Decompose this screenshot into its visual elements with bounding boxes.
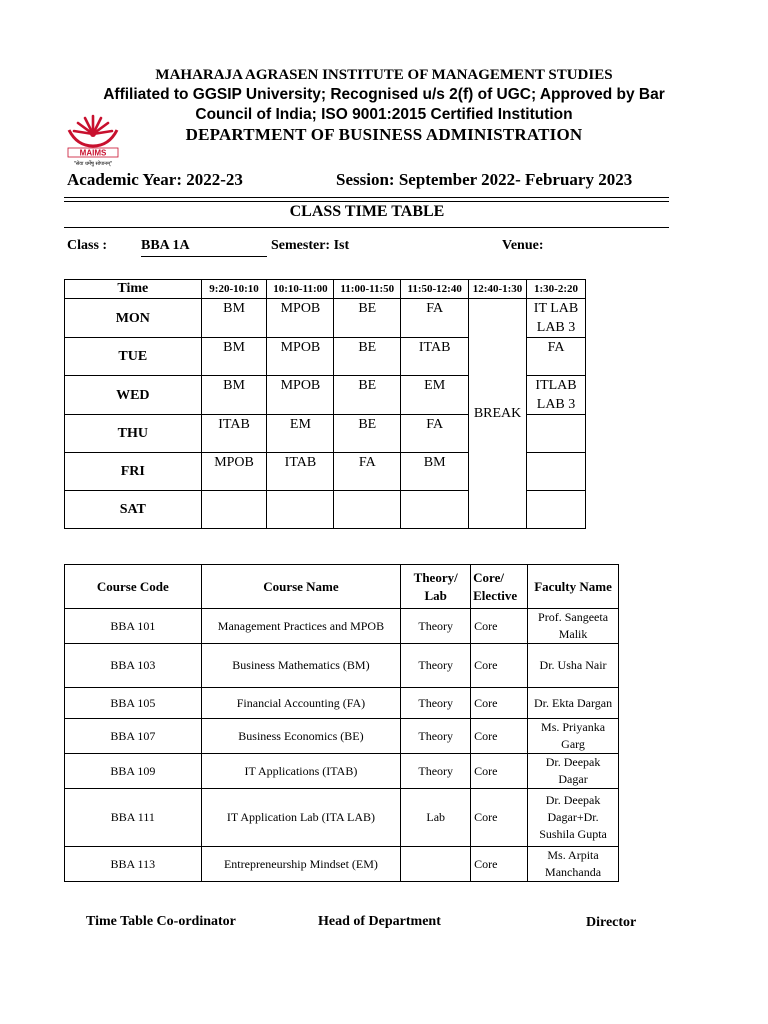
academic-year: Academic Year: 2022-23 <box>67 170 243 189</box>
course-row <box>65 754 619 789</box>
faculty-line: Sushila Gupta <box>539 827 607 841</box>
institute-logo <box>63 104 123 168</box>
slot-cell <box>527 376 586 415</box>
slot-cell: EM <box>267 415 334 453</box>
slot-header: 9:20-10:10 <box>201 280 267 299</box>
slot-header: 11:50-12:40 <box>401 280 469 299</box>
faculty-cell <box>528 847 619 882</box>
course-code-cell: BBA 105 <box>65 688 202 719</box>
faculty-line: Dr. Usha Nair <box>539 658 607 672</box>
faculty-cell <box>528 688 619 719</box>
break-label: BREAK <box>473 406 522 421</box>
divider-top-1 <box>64 197 669 198</box>
affiliation-line-1: Affiliated to GGSIP University; Recognised u/s 2(f) of UGC; Approved by Bar <box>103 86 665 103</box>
course-type-cell: Theory <box>401 719 471 754</box>
slot-cell <box>527 453 586 491</box>
course-row <box>65 719 619 754</box>
class-value: BBA 1A <box>141 238 190 253</box>
day-cell: TUE <box>65 338 202 376</box>
class-label: Class : <box>67 238 108 253</box>
course-name-cell: Business Economics (BE) <box>201 719 401 754</box>
signature-hod: Head of Department <box>318 914 441 929</box>
course-name-cell: Business Mathematics (BM) <box>201 644 401 688</box>
course-type-cell: Theory <box>401 688 471 719</box>
slot-line: ITLAB <box>535 378 577 393</box>
slot-cell: BE <box>334 299 401 338</box>
slot-header: 11:00-11:50 <box>334 280 401 299</box>
course-type-cell: Theory <box>401 609 471 644</box>
faculty-cell <box>528 644 619 688</box>
course-name-cell: IT Applications (ITAB) <box>201 754 401 789</box>
slot-cell: BM <box>201 299 267 338</box>
day-cell: MON <box>65 299 202 338</box>
faculty-cell <box>528 609 619 644</box>
theory-lab-header <box>401 565 471 609</box>
faculty-line: Dr. Deepak <box>545 755 601 769</box>
header-line: Elective <box>473 587 518 603</box>
faculty-header: Faculty Name <box>528 565 619 609</box>
course-type-cell: Lab <box>401 789 471 847</box>
faculty-line: Dr. Ekta Dargan <box>534 695 613 710</box>
course-core-cell: Core <box>471 754 528 789</box>
signature-director: Director <box>586 915 637 930</box>
faculty-line: Ms. Arpita <box>547 848 599 862</box>
course-code-cell: BBA 107 <box>65 719 202 754</box>
slot-cell <box>401 491 469 529</box>
header-line: Theory/ <box>413 569 458 585</box>
faculty-cell <box>528 789 619 847</box>
slot-cell <box>201 491 267 529</box>
semester-info: Semester: Ist <box>271 238 350 253</box>
divider-top-2 <box>64 201 669 202</box>
timetable-row <box>65 299 586 338</box>
course-code-cell: BBA 101 <box>65 609 202 644</box>
course-header-row <box>65 565 619 609</box>
venue-info: Venue: <box>502 238 544 253</box>
session-period: Session: September 2022- February 2023 <box>336 170 633 189</box>
course-name-header: Course Name <box>201 565 401 609</box>
slot-cell: ITAB <box>201 415 267 453</box>
slot-cell <box>527 415 586 453</box>
institute-name: MAHARAJA AGRASEN INSTITUTE OF MANAGEMENT STUDIES <box>155 67 613 83</box>
slot-cell: BM <box>201 338 267 376</box>
day-cell: SAT <box>65 491 202 529</box>
header-line: Lab <box>424 587 447 603</box>
course-type-cell: Theory <box>401 754 471 789</box>
department-title: DEPARTMENT OF BUSINESS ADMINISTRATION <box>185 125 583 144</box>
class-timetable <box>64 279 586 529</box>
slot-cell: BE <box>334 415 401 453</box>
course-row <box>65 789 619 847</box>
course-core-cell: Core <box>471 719 528 754</box>
slot-cell: MPOB <box>267 299 334 338</box>
course-core-cell: Core <box>471 688 528 719</box>
slot-cell <box>267 491 334 529</box>
slot-header: 1:30-2:20 <box>527 280 586 299</box>
course-type-cell <box>401 847 471 882</box>
slot-cell: FA <box>334 453 401 491</box>
faculty-line: Dagar+Dr. <box>547 810 599 824</box>
slot-cell: ITAB <box>267 453 334 491</box>
faculty-line: Dr. Deepak <box>545 793 601 807</box>
faculty-line: Manchanda <box>545 865 602 879</box>
day-cell: WED <box>65 376 202 415</box>
slot-cell: MPOB <box>267 338 334 376</box>
slot-line: FA <box>547 340 565 355</box>
timetable-title: CLASS TIME TABLE <box>289 203 445 220</box>
slot-cell: EM <box>401 376 469 415</box>
course-row <box>65 644 619 688</box>
slot-cell: FA <box>401 415 469 453</box>
slot-cell: MPOB <box>201 453 267 491</box>
faculty-cell <box>528 719 619 754</box>
class-underline <box>141 256 267 257</box>
course-type-cell: Theory <box>401 644 471 688</box>
logo-tagline: "सेवा धर्मेषु सोपानम्" <box>73 161 113 167</box>
logo-text: MAIMS <box>79 148 107 158</box>
course-table <box>64 564 619 882</box>
course-core-cell: Core <box>471 609 528 644</box>
course-core-cell: Core <box>471 789 528 847</box>
slot-cell: MPOB <box>267 376 334 415</box>
slot-cell: BE <box>334 376 401 415</box>
signature-coordinator: Time Table Co-ordinator <box>86 914 236 929</box>
faculty-line: Prof. Sangeeta <box>538 610 609 624</box>
slot-header: 10:10-11:00 <box>267 280 334 299</box>
slot-cell <box>527 491 586 529</box>
course-code-header: Course Code <box>65 565 202 609</box>
faculty-line: Ms. Priyanka <box>541 720 606 734</box>
course-name-cell: Entrepreneurship Mindset (EM) <box>201 847 401 882</box>
course-row <box>65 609 619 644</box>
break-cell <box>469 299 527 529</box>
timetable-header-row <box>65 280 586 299</box>
course-name-cell: Management Practices and MPOB <box>201 609 401 644</box>
faculty-line: Malik <box>558 627 588 641</box>
course-code-cell: BBA 103 <box>65 644 202 688</box>
slot-header: 12:40-1:30 <box>469 280 527 299</box>
course-core-cell: Core <box>471 847 528 882</box>
slot-cell: BM <box>201 376 267 415</box>
header-line: Core/ <box>473 569 504 585</box>
slot-line: LAB 3 <box>536 320 576 335</box>
slot-cell: ITAB <box>401 338 469 376</box>
slot-cell <box>527 338 586 376</box>
divider-bottom <box>64 227 669 228</box>
course-name-cell: Financial Accounting (FA) <box>201 688 401 719</box>
course-code-cell: BBA 113 <box>65 847 202 882</box>
course-code-cell: BBA 111 <box>65 789 202 847</box>
faculty-line: Garg <box>561 737 585 751</box>
slot-cell: BM <box>401 453 469 491</box>
logo-emblem-icon <box>63 104 123 168</box>
faculty-line: Dagar <box>558 772 588 786</box>
slot-cell: FA <box>401 299 469 338</box>
course-core-cell: Core <box>471 644 528 688</box>
slot-cell <box>527 299 586 338</box>
course-row <box>65 847 619 882</box>
slot-cell <box>334 491 401 529</box>
course-name-cell: IT Application Lab (ITA LAB) <box>201 789 401 847</box>
day-cell: FRI <box>65 453 202 491</box>
faculty-cell <box>528 754 619 789</box>
affiliation-line-2: Council of India; ISO 9001:2015 Certified Institution <box>195 106 573 123</box>
core-elective-header <box>471 565 528 609</box>
slot-line: LAB 3 <box>536 397 576 412</box>
slot-cell: BE <box>334 338 401 376</box>
time-header: Time <box>65 280 202 299</box>
course-code-cell: BBA 109 <box>65 754 202 789</box>
course-row <box>65 688 619 719</box>
slot-line: IT LAB <box>533 301 579 316</box>
day-cell: THU <box>65 415 202 453</box>
